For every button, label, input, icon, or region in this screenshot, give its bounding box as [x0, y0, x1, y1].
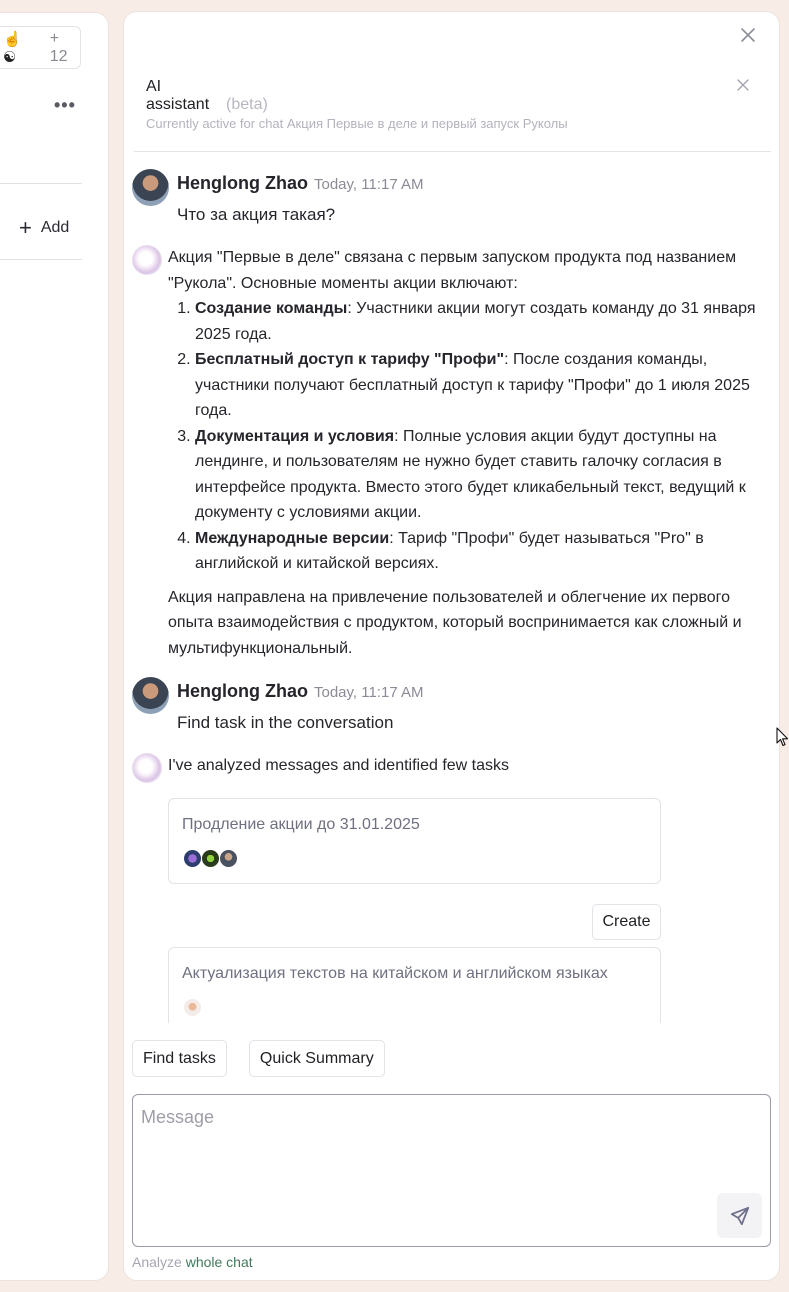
add-button[interactable]: [19, 217, 69, 239]
plus-icon: +: [19, 215, 32, 240]
list-item-title: Бесплатный доступ к тарифу "Профи": [195, 351, 505, 368]
assistant-outro: Акция направлена на привлечение пользователей и облегчение их первого опыта взаимодействия с продуктом, который воспринимается как сложный и мультифункциональный.: [168, 588, 742, 657]
sender-name: [177, 173, 424, 194]
reaction-count: + 12: [49, 29, 68, 65]
avatar[interactable]: [132, 677, 169, 714]
sender-name: [177, 681, 424, 702]
list-item-text: : После создания команды, участники получают бесплатный доступ к тарифу "Профи" до 1 июля 2025 года.: [195, 351, 750, 419]
task-title: Продление акции до 31.01.2025: [182, 816, 420, 833]
message-placeholder: Message: [141, 1107, 215, 1127]
task-assignees: [183, 849, 237, 868]
list-item: [195, 347, 768, 424]
assistant-title: [146, 78, 746, 114]
mouse-cursor-icon: [776, 727, 789, 752]
sender-name-text: Henglong Zhao: [177, 173, 308, 193]
avatar[interactable]: [219, 849, 238, 868]
task-card[interactable]: [168, 947, 661, 1023]
assistant-message-body: [168, 245, 768, 661]
sender-name-text: Henglong Zhao: [177, 681, 308, 701]
quick-actions: [132, 1040, 385, 1077]
reaction-emojis: ☝️☯: [3, 29, 22, 66]
assistant-intro: I've analyzed messages and identified few tasks: [168, 757, 510, 774]
analyze-prefix: Analyze: [132, 1254, 182, 1270]
list-item-title: Создание команды: [195, 300, 348, 317]
beta-badge: (beta): [226, 96, 268, 113]
list-item-text: : Тариф "Профи" будет называться "Pro" в английской и китайской версиях.: [195, 529, 704, 572]
more-options-icon[interactable]: •••: [54, 95, 76, 115]
message-text: Что за акция такая?: [177, 205, 336, 224]
header-divider: [134, 151, 771, 152]
avatar[interactable]: [132, 169, 169, 206]
message-input[interactable]: [132, 1094, 771, 1247]
add-label: Add: [40, 219, 70, 236]
list-item-text: : Полные условия акции будут доступны на лендинге, и пользователям не нужно будет ставить галочку согласия в интерфейсе продукта. Вместо этого будет кликабельный текст, ведущий к документу с условиями акции.: [195, 427, 746, 521]
find-tasks-button[interactable]: Find tasks: [132, 1040, 227, 1077]
task-assignees: [183, 998, 201, 1017]
create-task-button[interactable]: Create: [592, 904, 661, 940]
analyze-scope-link[interactable]: whole chat: [185, 1254, 253, 1270]
task-title: Актуализация текстов на китайском и английском языках: [182, 965, 608, 982]
analyze-scope: [132, 1254, 253, 1270]
list-item: [195, 526, 768, 577]
assistant-intro: Акция "Первые в деле" связана с первым запуском продукта под названием "Рукола". Основные моменты акции включают:: [168, 249, 737, 292]
assistant-header: [146, 78, 746, 131]
left-panel: [0, 12, 109, 1281]
list-item: [195, 296, 768, 347]
list-item-title: Документация и условия: [195, 427, 395, 445]
message-text: Find task in the conversation: [177, 713, 394, 732]
close-panel-icon[interactable]: [739, 26, 757, 44]
avatar[interactable]: [201, 849, 220, 868]
key-points-list: [195, 296, 768, 577]
avatar[interactable]: [183, 998, 202, 1017]
send-icon: [729, 1205, 751, 1227]
conversation[interactable]: [132, 153, 772, 1023]
quick-summary-button[interactable]: Quick Summary: [249, 1040, 385, 1077]
divider: [0, 259, 82, 260]
reactions-chip[interactable]: [0, 26, 81, 69]
ai-assistant-panel: [123, 11, 780, 1281]
assistant-title-text: AI assistant: [146, 78, 210, 113]
task-card[interactable]: [168, 798, 661, 884]
send-button[interactable]: [717, 1193, 762, 1238]
close-assistant-icon[interactable]: [736, 78, 754, 96]
assistant-avatar-icon: [132, 245, 162, 275]
avatar[interactable]: [183, 849, 202, 868]
list-item-text: : Участники акции могут создать команду до 31 января 2025 года.: [195, 300, 756, 343]
assistant-message-body: [168, 753, 768, 779]
timestamp: Today, 11:17 AM: [313, 684, 424, 701]
divider: [0, 183, 82, 184]
list-item: [195, 424, 768, 526]
active-chat-subtitle: Currently active for chat Акция Первые в деле и первый запуск Руколы: [146, 116, 568, 131]
timestamp: Today, 11:17 AM: [313, 176, 424, 193]
list-item-title: Международные версии: [195, 529, 390, 547]
assistant-avatar-icon: [132, 753, 162, 783]
